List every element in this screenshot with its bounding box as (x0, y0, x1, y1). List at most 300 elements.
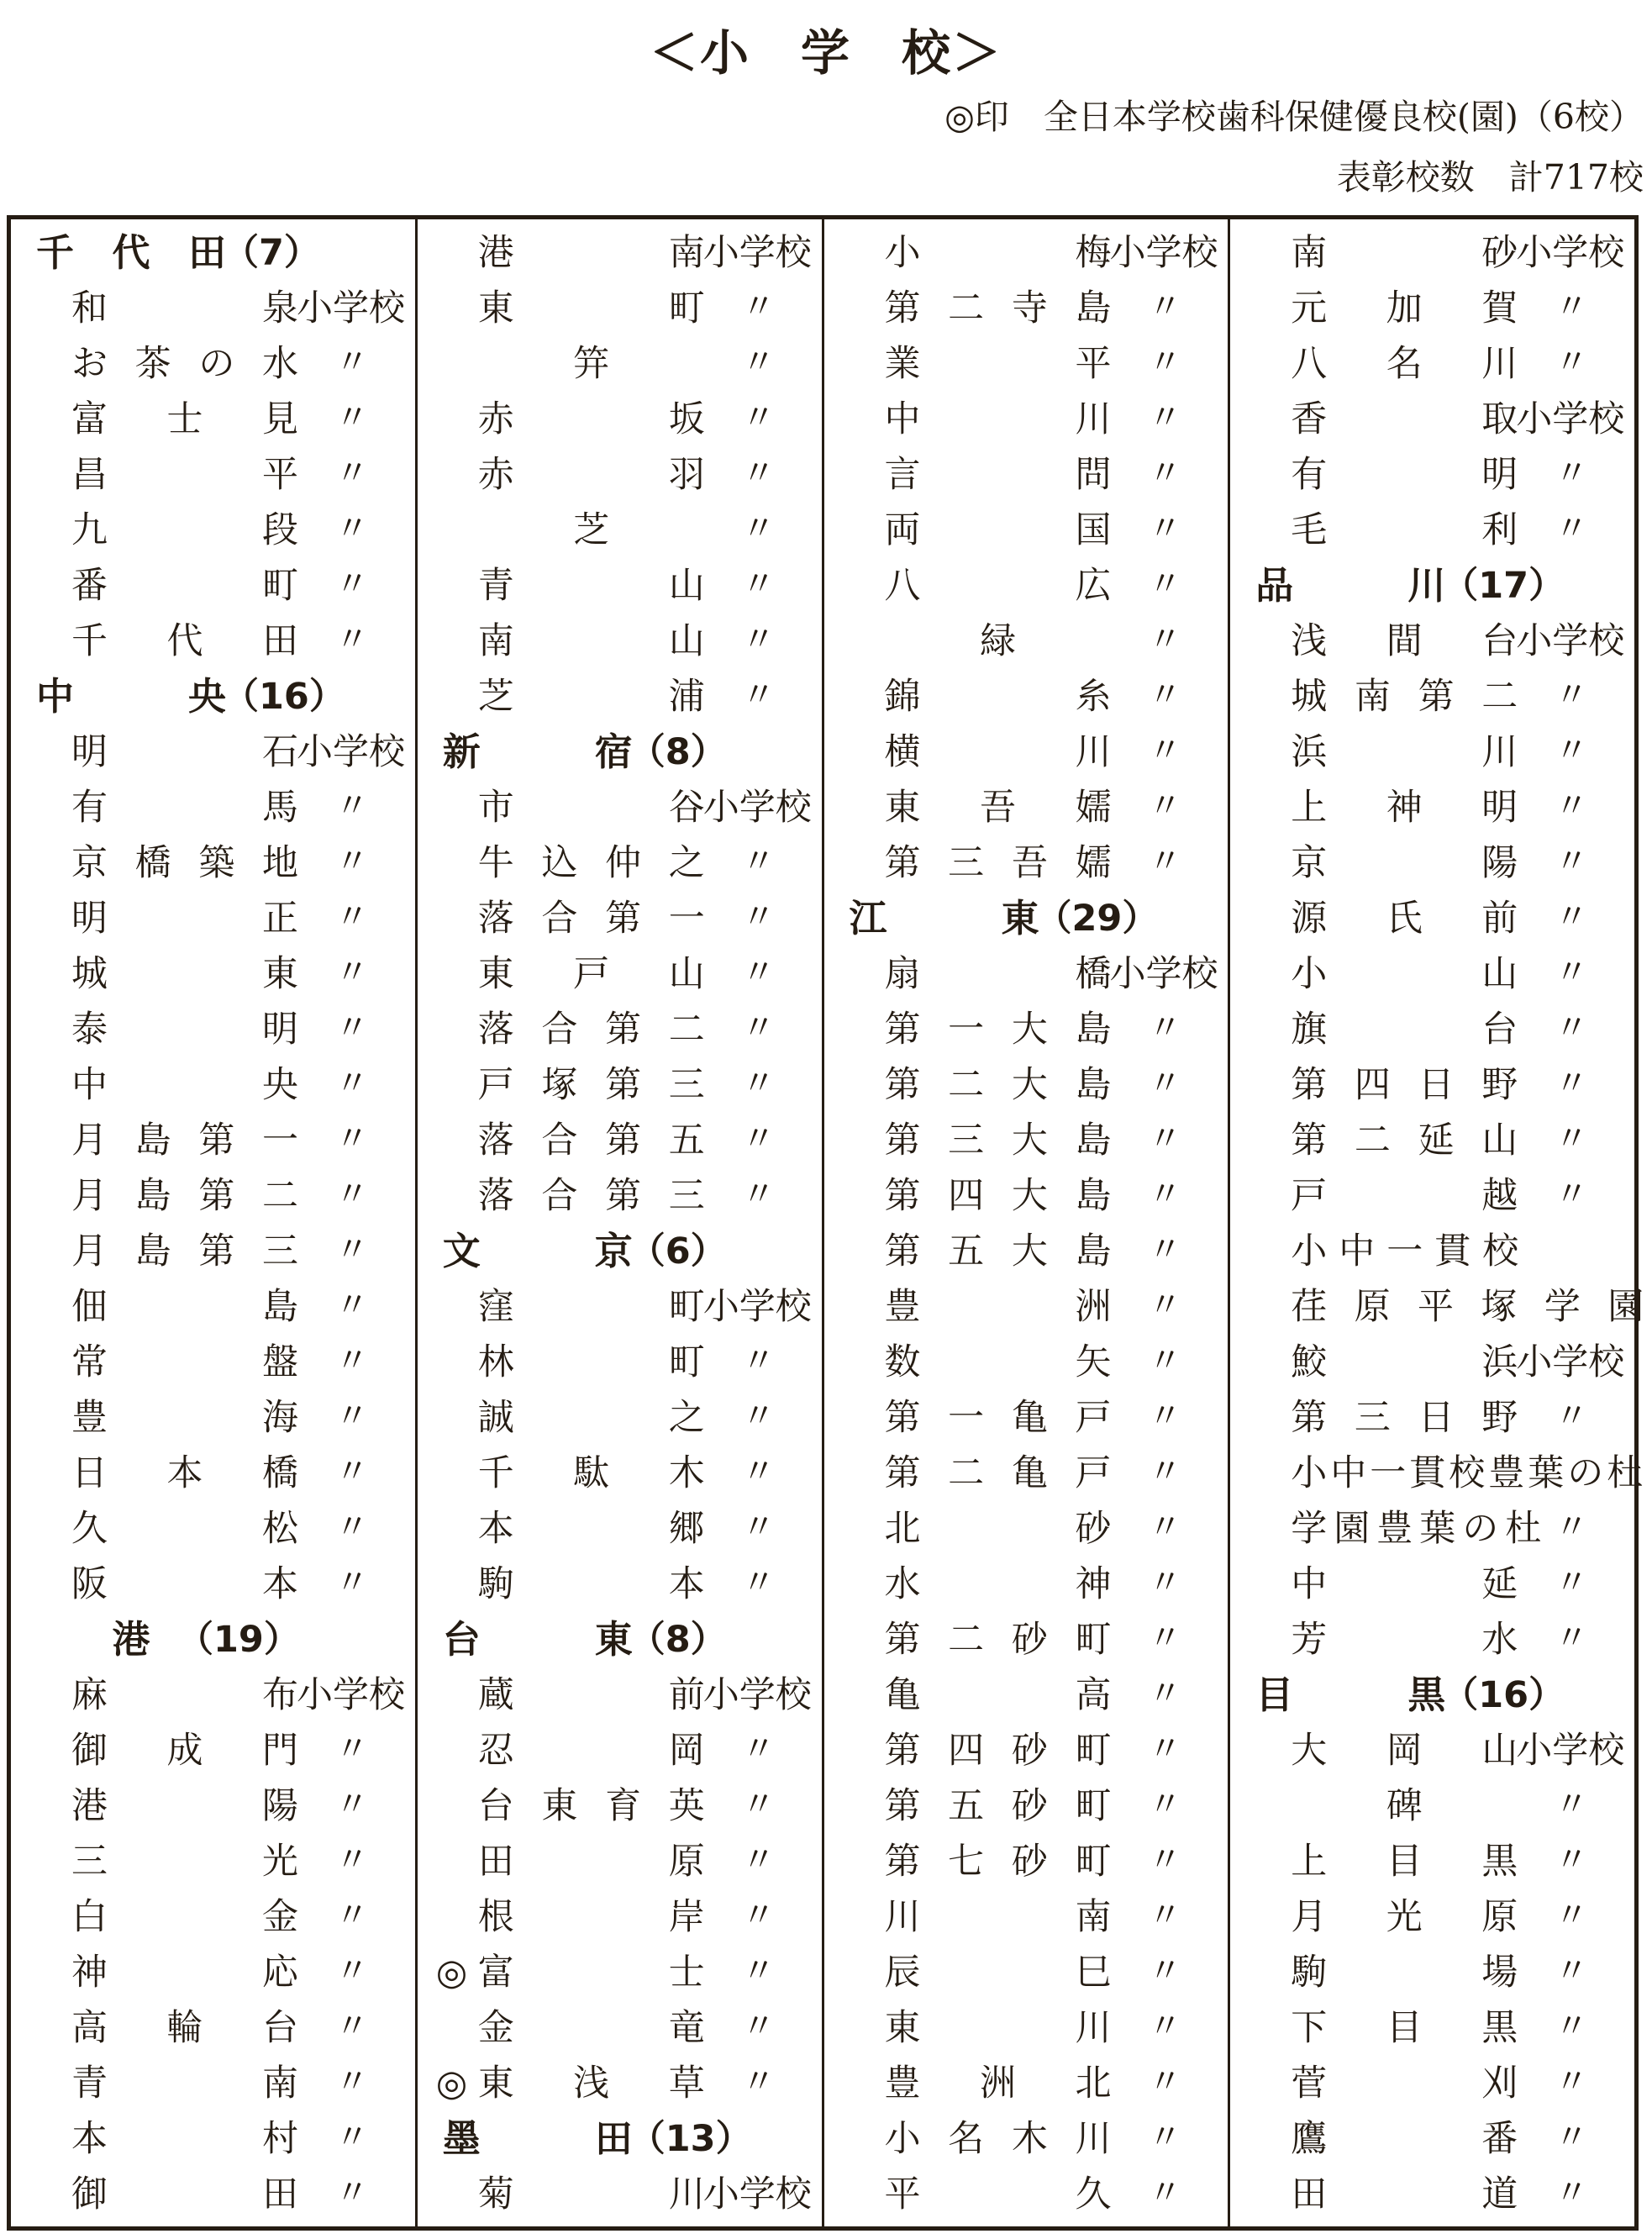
name-char: 山 (1481, 1120, 1518, 1162)
school-name (1291, 1890, 1518, 1944)
school-name (71, 1114, 298, 1167)
school-row (1230, 1391, 1634, 1446)
name-char: 島 (262, 1286, 298, 1328)
school-name (71, 725, 298, 779)
ditto-mark: 〃 (1148, 1841, 1182, 1879)
ditto-mark: 〃 (1148, 287, 1182, 326)
school-name (478, 503, 705, 557)
name-char: 地 (261, 842, 298, 884)
name-char: 第 (198, 1120, 235, 1162)
school-row (1230, 1280, 1644, 1335)
name-char: 浜 (1481, 1341, 1518, 1383)
school-row (11, 781, 415, 836)
school-row (11, 2057, 415, 2112)
school-name (885, 670, 1112, 724)
school-name (478, 614, 705, 668)
ward-count: （8） (629, 731, 727, 773)
school-row (824, 1058, 1228, 1114)
name-char: 第 (1418, 676, 1455, 718)
name-char: 塚 (1481, 1286, 1518, 1328)
name-char: 目 (1386, 1841, 1423, 1883)
name-char: 東 (477, 953, 514, 995)
school-row (11, 1502, 415, 1557)
name-char: 馬 (262, 787, 298, 829)
school-row (11, 1446, 415, 1502)
school-name (71, 1335, 298, 1389)
school-name (478, 282, 705, 335)
name-char: 宿 (594, 730, 633, 774)
name-char: 誠 (477, 1397, 514, 1439)
school-name (478, 892, 705, 946)
name-char: 蔵 (477, 1674, 514, 1716)
ditto-mark: 〃 (1555, 1952, 1589, 1990)
school-row (824, 1502, 1228, 1557)
school-name (71, 392, 298, 446)
name-char: 二 (1354, 1120, 1391, 1162)
name-char: 平 (262, 454, 298, 496)
ditto-mark: 〃 (1555, 2173, 1589, 2212)
ditto-mark: 〃 (741, 1341, 776, 1380)
ward-name (1255, 559, 1444, 613)
ward-count: （29） (1035, 898, 1159, 940)
school-row (824, 1003, 1228, 1058)
name-char: 青 (477, 565, 514, 607)
school-row (11, 1557, 415, 1613)
name-char: 第 (884, 1120, 921, 1162)
name-char: 港 (112, 1617, 150, 1662)
name-char: 二 (948, 1452, 985, 1494)
school-row (418, 392, 822, 448)
school-name (478, 2168, 705, 2221)
name-char: 川 (1075, 398, 1112, 440)
name-char: 二 (261, 1175, 298, 1217)
school-name (885, 2112, 1112, 2166)
ditto-mark: 〃 (1148, 2118, 1182, 2157)
name-char: 金 (262, 1896, 298, 1938)
name-char: 四 (948, 1175, 985, 1217)
name-char: 第 (884, 1230, 921, 1272)
ditto-mark: 〃 (335, 1896, 369, 1935)
name-char: 正 (262, 898, 298, 940)
table-column-3 (822, 219, 1228, 2226)
name-char: 根 (477, 1896, 514, 1938)
name-char: 町 (668, 1286, 705, 1328)
name-char: 八 (1291, 343, 1328, 385)
name-char: 中 (1330, 1452, 1367, 1494)
name-char: 大 (1011, 1230, 1048, 1272)
school-name (885, 1225, 1112, 1278)
ditto-mark: 〃 (1148, 2007, 1182, 2046)
name-char: 町 (1075, 1841, 1112, 1883)
ward-header-row (11, 670, 415, 725)
name-char: 士 (166, 398, 203, 440)
name-char: 城 (71, 953, 108, 995)
name-char: 田 (1291, 2173, 1328, 2215)
name-char: 第 (884, 1175, 921, 1217)
name-char: 一 (1370, 1452, 1407, 1494)
name-char: 源 (1291, 898, 1328, 940)
name-char: 砂 (1011, 1785, 1048, 1827)
name-char: 糸 (1075, 676, 1112, 718)
name-char: 第 (884, 1452, 921, 1494)
name-char: 越 (1481, 1175, 1518, 1217)
ward-header-row (11, 226, 415, 282)
name-char: 場 (1481, 1952, 1518, 1994)
school-name (478, 1779, 705, 1833)
name-char: 第 (198, 1230, 235, 1272)
ward-header-row (418, 2112, 822, 2168)
name-char: 豊 (71, 1397, 108, 1439)
school-suffix: 小学校 (1516, 398, 1625, 440)
name-char: 松 (262, 1508, 298, 1550)
name-char: 川 (668, 2173, 705, 2215)
school-row (11, 1225, 415, 1280)
school-row (824, 2168, 1228, 2223)
ditto-mark: 〃 (335, 398, 369, 437)
school-row (1230, 2112, 1634, 2168)
school-row (824, 503, 1228, 559)
school-name (478, 1946, 705, 1999)
name-char: 寺 (1011, 287, 1048, 329)
name-char: 一 (668, 898, 705, 940)
ditto-mark: 〃 (741, 509, 776, 548)
name-char: 本 (166, 1452, 203, 1494)
school-row (824, 836, 1228, 892)
ditto-mark: 〃 (741, 1785, 776, 1824)
name-char: 第 (884, 1785, 921, 1827)
ditto-mark: 〃 (1148, 787, 1182, 825)
school-row (824, 2057, 1228, 2112)
school-suffix: 小学校 (1516, 232, 1625, 274)
school-row (824, 1557, 1228, 1613)
name-char: 之 (668, 1397, 705, 1439)
name-char: 豊 (1376, 1508, 1413, 1550)
school-name (478, 1835, 705, 1889)
name-char: 亀 (1011, 1452, 1048, 1494)
school-name (1291, 1835, 1518, 1889)
name-char: 笄 (573, 343, 610, 385)
name-char: 中 (884, 398, 921, 440)
school-row (418, 781, 822, 836)
ward-name (36, 670, 227, 724)
school-row (824, 1225, 1228, 1280)
school-name (71, 1446, 298, 1500)
name-char: 両 (884, 509, 921, 551)
name-char: 台 (1481, 1009, 1518, 1051)
ward-count: （13） (629, 2118, 752, 2160)
name-char: 二 (948, 1064, 985, 1106)
name-char: 南 (1291, 232, 1328, 274)
ditto-mark: 〃 (335, 1563, 369, 1602)
school-row (418, 670, 822, 725)
school-row (1230, 836, 1634, 892)
school-row (1230, 503, 1634, 559)
name-char: 原 (1354, 1286, 1391, 1328)
name-char: 村 (262, 2118, 298, 2160)
name-char: 山 (668, 620, 705, 662)
school-name (885, 2001, 1112, 2055)
name-char: 泰 (71, 1009, 108, 1051)
ditto-mark: 〃 (1555, 2063, 1589, 2101)
school-name (1291, 1225, 1518, 1278)
name-char: 七 (948, 1841, 985, 1883)
ditto-mark: 〃 (1555, 787, 1589, 825)
school-suffix: 小学校 (1109, 953, 1218, 995)
name-char: 毛 (1291, 509, 1328, 551)
school-name (71, 1946, 298, 1999)
name-char: 東 (884, 2007, 921, 2049)
ward-header-row (824, 892, 1228, 947)
school-name (478, 337, 705, 391)
ditto-mark: 〃 (741, 953, 776, 992)
ditto-mark: 〃 (1555, 1619, 1589, 1657)
name-char: 碑 (1386, 1785, 1423, 1827)
ditto-mark: 〃 (1148, 2063, 1182, 2101)
school-name (478, 1724, 705, 1778)
name-char: 戸 (573, 953, 610, 995)
name-char: 中 (36, 674, 75, 719)
name-char: 港 (71, 1785, 108, 1827)
ditto-mark: 〃 (1148, 620, 1182, 659)
school-row (418, 947, 822, 1003)
name-char: 島 (134, 1120, 171, 1162)
ditto-mark: 〃 (741, 1175, 776, 1214)
school-name (1291, 1391, 1518, 1445)
school-name (1291, 892, 1518, 946)
school-row (824, 2001, 1228, 2057)
school-row (824, 282, 1228, 337)
school-row (1230, 1003, 1634, 1058)
name-char: 町 (262, 565, 298, 607)
name-char: 東 (594, 1617, 633, 1662)
school-row (1230, 1446, 1644, 1502)
school-name (71, 836, 298, 890)
name-char: 郷 (668, 1508, 705, 1550)
name-char: 落 (477, 1175, 514, 1217)
school-row (11, 2001, 415, 2057)
ditto-mark: 〃 (1148, 731, 1182, 770)
school-name (1291, 614, 1518, 668)
name-char: 日 (71, 1452, 108, 1494)
name-char: 田 (262, 2173, 298, 2215)
name-char: 言 (884, 454, 921, 496)
name-char: 島 (1075, 287, 1112, 329)
name-char: 矢 (1075, 1341, 1112, 1383)
school-row (824, 947, 1228, 1003)
ditto-mark: 〃 (335, 1064, 369, 1103)
ditto-mark: 〃 (335, 2007, 369, 2046)
ditto-mark: 〃 (1148, 1341, 1182, 1380)
school-row (11, 1391, 415, 1446)
name-char: 東 (541, 1785, 578, 1827)
name-char: 町 (1075, 1785, 1112, 1827)
name-char: 野 (1481, 1064, 1518, 1106)
school-row (1230, 1502, 1634, 1557)
school-row (418, 1890, 822, 1946)
name-char: 黒 (1407, 1673, 1446, 1717)
name-char: 常 (71, 1341, 108, 1383)
school-name (885, 781, 1112, 835)
school-row (1230, 1169, 1634, 1225)
name-char: 三 (948, 842, 985, 884)
school-name (1291, 1557, 1518, 1611)
name-char: 浜 (1291, 731, 1328, 773)
school-name (478, 2057, 705, 2110)
name-char: 墨 (442, 2116, 481, 2161)
name-char: 輪 (166, 2007, 203, 2049)
school-row (1230, 392, 1634, 448)
name-char: 荏 (1291, 1286, 1328, 1328)
name-char: 元 (1291, 287, 1328, 329)
name-char: 水 (261, 343, 298, 385)
name-char: 第 (1291, 1064, 1328, 1106)
school-name (478, 559, 705, 613)
name-char: 五 (948, 1785, 985, 1827)
ditto-mark: 〃 (741, 1397, 776, 1436)
school-row (1230, 1835, 1634, 1890)
school-row (1230, 1557, 1634, 1613)
name-char: 日 (1418, 1397, 1455, 1439)
name-char: 御 (71, 2173, 108, 2215)
name-char: 羽 (668, 454, 705, 496)
school-name (885, 1613, 1112, 1667)
ditto-mark: 〃 (335, 1508, 369, 1546)
school-name (885, 614, 1112, 668)
school-name (1291, 2057, 1518, 2110)
school-name (885, 836, 1112, 890)
school-name (1291, 337, 1518, 391)
name-char: 水 (1481, 1619, 1518, 1661)
name-char: 加 (1386, 287, 1423, 329)
name-char: 菅 (1291, 2063, 1328, 2105)
school-name (885, 947, 1112, 1001)
school-name (478, 1668, 705, 1722)
school-name (478, 448, 705, 502)
ditto-mark: 〃 (1148, 676, 1182, 714)
name-char: 代 (166, 620, 203, 662)
name-char: 島 (134, 1230, 171, 1272)
name-char: 築 (198, 842, 235, 884)
name-char: 佃 (71, 1286, 108, 1328)
ward-count: （17） (1442, 565, 1565, 607)
name-char: 落 (477, 1009, 514, 1051)
name-char: お (71, 343, 108, 385)
name-char: 島 (1075, 1009, 1112, 1051)
ward-count: （8） (629, 1619, 727, 1661)
school-name (71, 448, 298, 502)
name-char: 延 (1481, 1563, 1518, 1605)
ditto-mark: 〃 (1148, 398, 1182, 437)
name-char: 陽 (262, 1785, 298, 1827)
ward-name (443, 2112, 631, 2166)
name-char: 芳 (1291, 1619, 1328, 1661)
school-row (11, 1058, 415, 1114)
name-char: 光 (1386, 1896, 1423, 1938)
name-char: 取 (1481, 398, 1518, 440)
ward-name (850, 892, 1038, 946)
school-row (824, 781, 1228, 836)
name-char: 東 (1001, 896, 1039, 940)
name-char: 山 (668, 953, 705, 995)
ditto-mark: 〃 (741, 1563, 776, 1602)
school-name (478, 2001, 705, 2055)
name-char: 台 (477, 1785, 514, 1827)
ditto-mark: 〃 (1148, 1286, 1182, 1325)
name-char: 三 (1354, 1397, 1391, 1439)
name-char: 町 (1075, 1730, 1112, 1772)
ward-header-row (418, 1613, 822, 1668)
school-row (824, 1724, 1228, 1779)
name-char: 平 (884, 2173, 921, 2215)
name-char: 校 (1482, 1230, 1519, 1272)
name-char: 業 (884, 343, 921, 385)
name-char: 亀 (884, 1674, 921, 1716)
name-char: 南 (668, 232, 705, 274)
school-row (11, 337, 415, 392)
school-row (824, 1835, 1228, 1890)
name-char: 木 (1011, 2118, 1048, 2160)
name-char: 橋 (262, 1452, 298, 1494)
school-name (71, 1724, 298, 1778)
name-char: 一 (1386, 1230, 1423, 1272)
school-row (418, 1946, 822, 2001)
ditto-mark: 〃 (1555, 1009, 1589, 1047)
ward-count: （16） (1442, 1674, 1565, 1716)
school-row (1230, 2001, 1634, 2057)
school-name (1291, 503, 1518, 557)
school-row (824, 1280, 1228, 1335)
school-row (418, 1114, 822, 1169)
ward-name (443, 1225, 631, 1278)
ditto-mark: 〃 (335, 1009, 369, 1047)
name-char: 代 (112, 230, 150, 275)
school-suffix: 小学校 (1109, 232, 1218, 274)
ditto-mark: 〃 (335, 343, 369, 382)
name-char: 島 (1075, 1064, 1112, 1106)
name-char: 泉 (262, 287, 298, 329)
name-char: 鮫 (1291, 1341, 1328, 1383)
name-char: 田 (188, 230, 227, 275)
school-name (885, 1668, 1112, 1722)
name-char: 見 (262, 398, 298, 440)
school-suffix: 小学校 (1516, 1341, 1625, 1383)
ditto-mark: 〃 (1555, 1841, 1589, 1879)
name-char: 利 (1481, 509, 1518, 551)
school-row (1230, 1613, 1634, 1668)
school-suffix: 小学校 (297, 1674, 405, 1716)
school-row (1230, 1225, 1634, 1280)
excellence-mark: ◎ (435, 2063, 468, 2105)
name-char: 貫 (1409, 1452, 1446, 1494)
school-row (1230, 947, 1634, 1003)
ditto-mark: 〃 (1555, 287, 1589, 326)
school-name (71, 1280, 298, 1334)
school-name (1291, 2112, 1518, 2166)
name-char: 島 (1075, 1120, 1112, 1162)
name-char: 嬬 (1075, 787, 1112, 829)
school-row (1230, 226, 1634, 282)
name-char: 千 (71, 620, 108, 662)
name-char: 三 (668, 1064, 705, 1106)
name-char: 大 (1011, 1064, 1048, 1106)
name-char: 林 (477, 1341, 514, 1383)
name-char: 小 (1291, 953, 1328, 995)
school-suffix: 小学校 (1516, 620, 1625, 662)
name-char: 杜 (1607, 1452, 1644, 1494)
ditto-mark: 〃 (741, 287, 776, 326)
ditto-mark: 〃 (1555, 676, 1589, 714)
school-name (478, 1114, 705, 1167)
